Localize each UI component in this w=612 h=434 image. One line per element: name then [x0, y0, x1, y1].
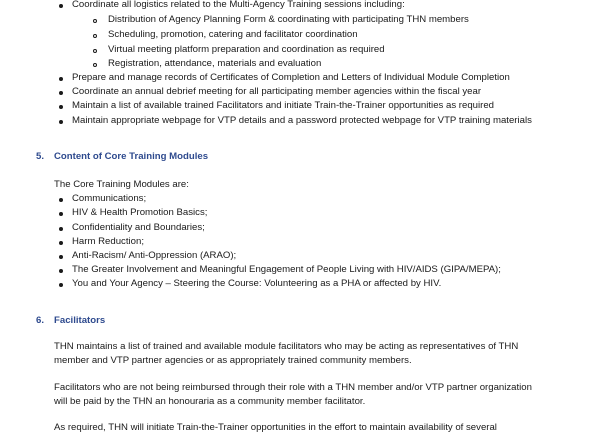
module-item: HIV & Health Promotion Basics;	[72, 207, 208, 218]
section-number: 5.	[36, 151, 45, 162]
sub-bullet-marker	[93, 63, 97, 67]
section-title: Content of Core Training Modules	[54, 151, 209, 162]
section-number: 6.	[36, 315, 45, 326]
list-item-logistics: Coordinate all logistics related to the Multi-Agency Training sessions including:	[72, 0, 405, 10]
bullet-marker	[59, 91, 63, 95]
bullet-marker	[59, 283, 63, 287]
section-intro: The Core Training Modules are:	[54, 179, 189, 190]
paragraph-line: Facilitators who are not being reimbursed through their role with a THN member and/or VTP partner organization	[54, 382, 532, 393]
bullet-marker	[59, 4, 63, 8]
sub-bullet-marker	[93, 19, 97, 23]
sub-list-item: Distribution of Agency Planning Form & coordinating with participating THN members	[108, 14, 469, 25]
paragraph-line: As required, THN will initiate Train-the-Trainer opportunities in the effort to maintain availability of several	[54, 422, 497, 433]
bullet-marker	[59, 227, 63, 231]
list-item: Coordinate an annual debrief meeting for all participating member agencies within the fiscal year	[72, 86, 482, 97]
paragraph-line: THN maintains a list of trained and available module facilitators who may be acting as representatives of THN	[54, 341, 519, 352]
paragraph-line: member and VTP partner agencies or as appropriately trained community members.	[54, 355, 412, 366]
bullet-marker	[59, 212, 63, 216]
module-item: Anti-Racism/ Anti-Oppression (ARAO);	[72, 250, 237, 261]
bullet-marker	[59, 77, 63, 81]
section-heading-5	[36, 151, 208, 163]
list-item: Maintain appropriate webpage for VTP details and a password protected webpage for VTP training materials	[72, 115, 532, 126]
section-title: Facilitators	[54, 315, 106, 326]
module-item: Confidentiality and Boundaries;	[72, 222, 205, 233]
bullet-marker	[59, 269, 63, 273]
bullet-marker	[59, 120, 63, 124]
module-item: The Greater Involvement and Meaningful Engagement of People Living with HIV/AIDS (GIPA/MEPA);	[72, 264, 501, 275]
list-item: Prepare and manage records of Certificates of Completion and Letters of Individual Module Completion	[72, 72, 510, 83]
sub-bullet-marker	[93, 34, 97, 38]
sub-list-item: Virtual meeting platform preparation and coordination as required	[108, 44, 385, 55]
sub-list-item: Scheduling, promotion, catering and facilitator coordination	[108, 29, 358, 40]
list-item: Maintain a list of available trained Facilitators and initiate Train-the-Trainer opportunities as required	[72, 100, 494, 111]
module-item: You and Your Agency – Steering the Course: Volunteering as a PHA or affected by HIV.	[72, 278, 442, 289]
bullet-marker	[59, 255, 63, 259]
bullet-marker	[59, 198, 63, 202]
module-item: Harm Reduction;	[72, 236, 144, 247]
sub-list-item: Registration, attendance, materials and evaluation	[108, 58, 322, 69]
section-heading-6	[36, 315, 105, 327]
sub-bullet-marker	[93, 49, 97, 53]
paragraph-line: will be paid by the THN an honouraria as a community member facilitator.	[54, 396, 366, 407]
bullet-marker	[59, 241, 63, 245]
module-item: Communications;	[72, 193, 147, 204]
bullet-marker	[59, 105, 63, 109]
